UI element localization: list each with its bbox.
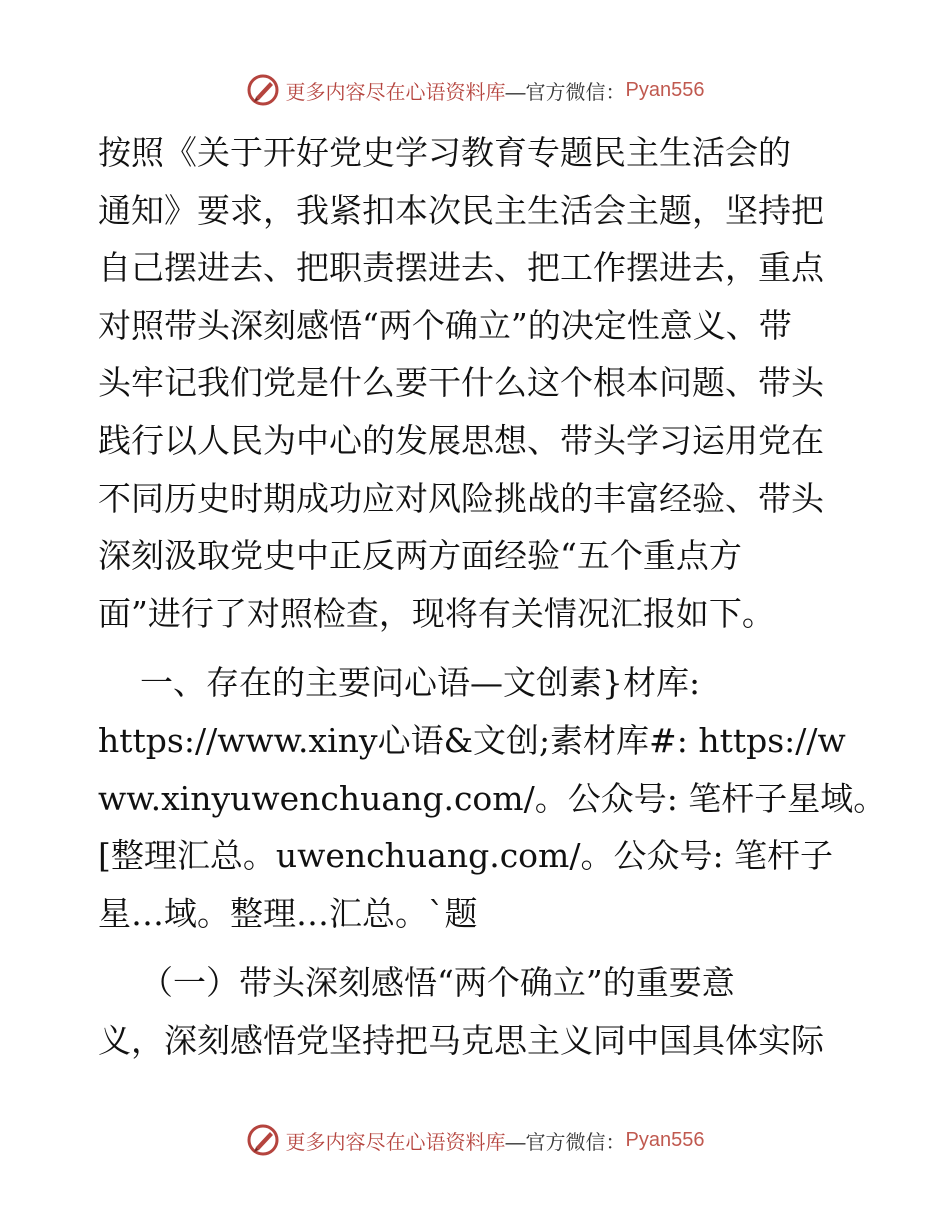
watermark-header: [0, 70, 950, 110]
text-line: 自己摆进去、把职责摆进去、把工作摆进去，重点: [98, 248, 824, 288]
text-line: 按照《关于开好党史学习教育专题民主生活会的: [98, 133, 791, 172]
text-line: 星…域。整理…汇总。`题: [98, 893, 478, 933]
paragraph-section-one: [98, 654, 887, 942]
text-line: （一）带头深刻感悟“两个确立”的重要意: [98, 963, 735, 1003]
pen-logo-icon: [246, 73, 280, 107]
watermark-prefix: 更多内容尽在心语资料库: [285, 81, 506, 104]
paragraph-subsection-one: [98, 954, 858, 1069]
text-line: 义，深刻感悟党坚持把马克思主义同中国具体实际: [98, 1020, 824, 1060]
text-line: 一、存在的主要问心语—文创素}材库:: [98, 663, 701, 703]
text-line: https://www.xiny心语&文创;素材库#: https://w: [98, 720, 846, 760]
text-line: 头牢记我们党是什么要干什么这个根本问题、带头: [98, 363, 824, 403]
document-body: [98, 124, 887, 1070]
watermark-footer: [0, 1120, 950, 1160]
paragraph-intro: [98, 124, 858, 642]
watermark-account: Pyan556: [625, 1128, 705, 1151]
paragraph-gap: [98, 942, 858, 954]
text-line: 深刻汲取党史中正反两方面经验“五个重点方: [98, 536, 742, 576]
watermark-dash: —官方微信：: [505, 1131, 626, 1154]
paragraph-gap: [98, 642, 858, 654]
watermark-prefix: 更多内容尽在心语资料库: [285, 1131, 506, 1154]
text-line: 不同历史时期成功应对风险挑战的丰富经验、带头: [98, 478, 824, 518]
text-line: ww.xinyuwenchuang.com/。公众号: 笔杆子星域。: [98, 778, 887, 818]
text-line: [整理汇总。uwenchuang.com/。公众号: 笔杆子: [98, 836, 834, 876]
text-line: 践行以人民为中心的发展思想、带头学习运用党在: [98, 420, 824, 460]
text-line: 通知》要求，我紧扣本次民主生活会主题，坚持把: [98, 190, 824, 230]
text-line: 对照带头深刻感悟“两个确立”的决定性意义、带: [98, 305, 792, 345]
watermark-account: Pyan556: [625, 78, 705, 101]
text-line: 面”进行了对照检查，现将有关情况汇报如下。: [98, 593, 775, 633]
watermark-dash: —官方微信：: [505, 81, 626, 104]
pen-logo-icon: [246, 1123, 280, 1157]
